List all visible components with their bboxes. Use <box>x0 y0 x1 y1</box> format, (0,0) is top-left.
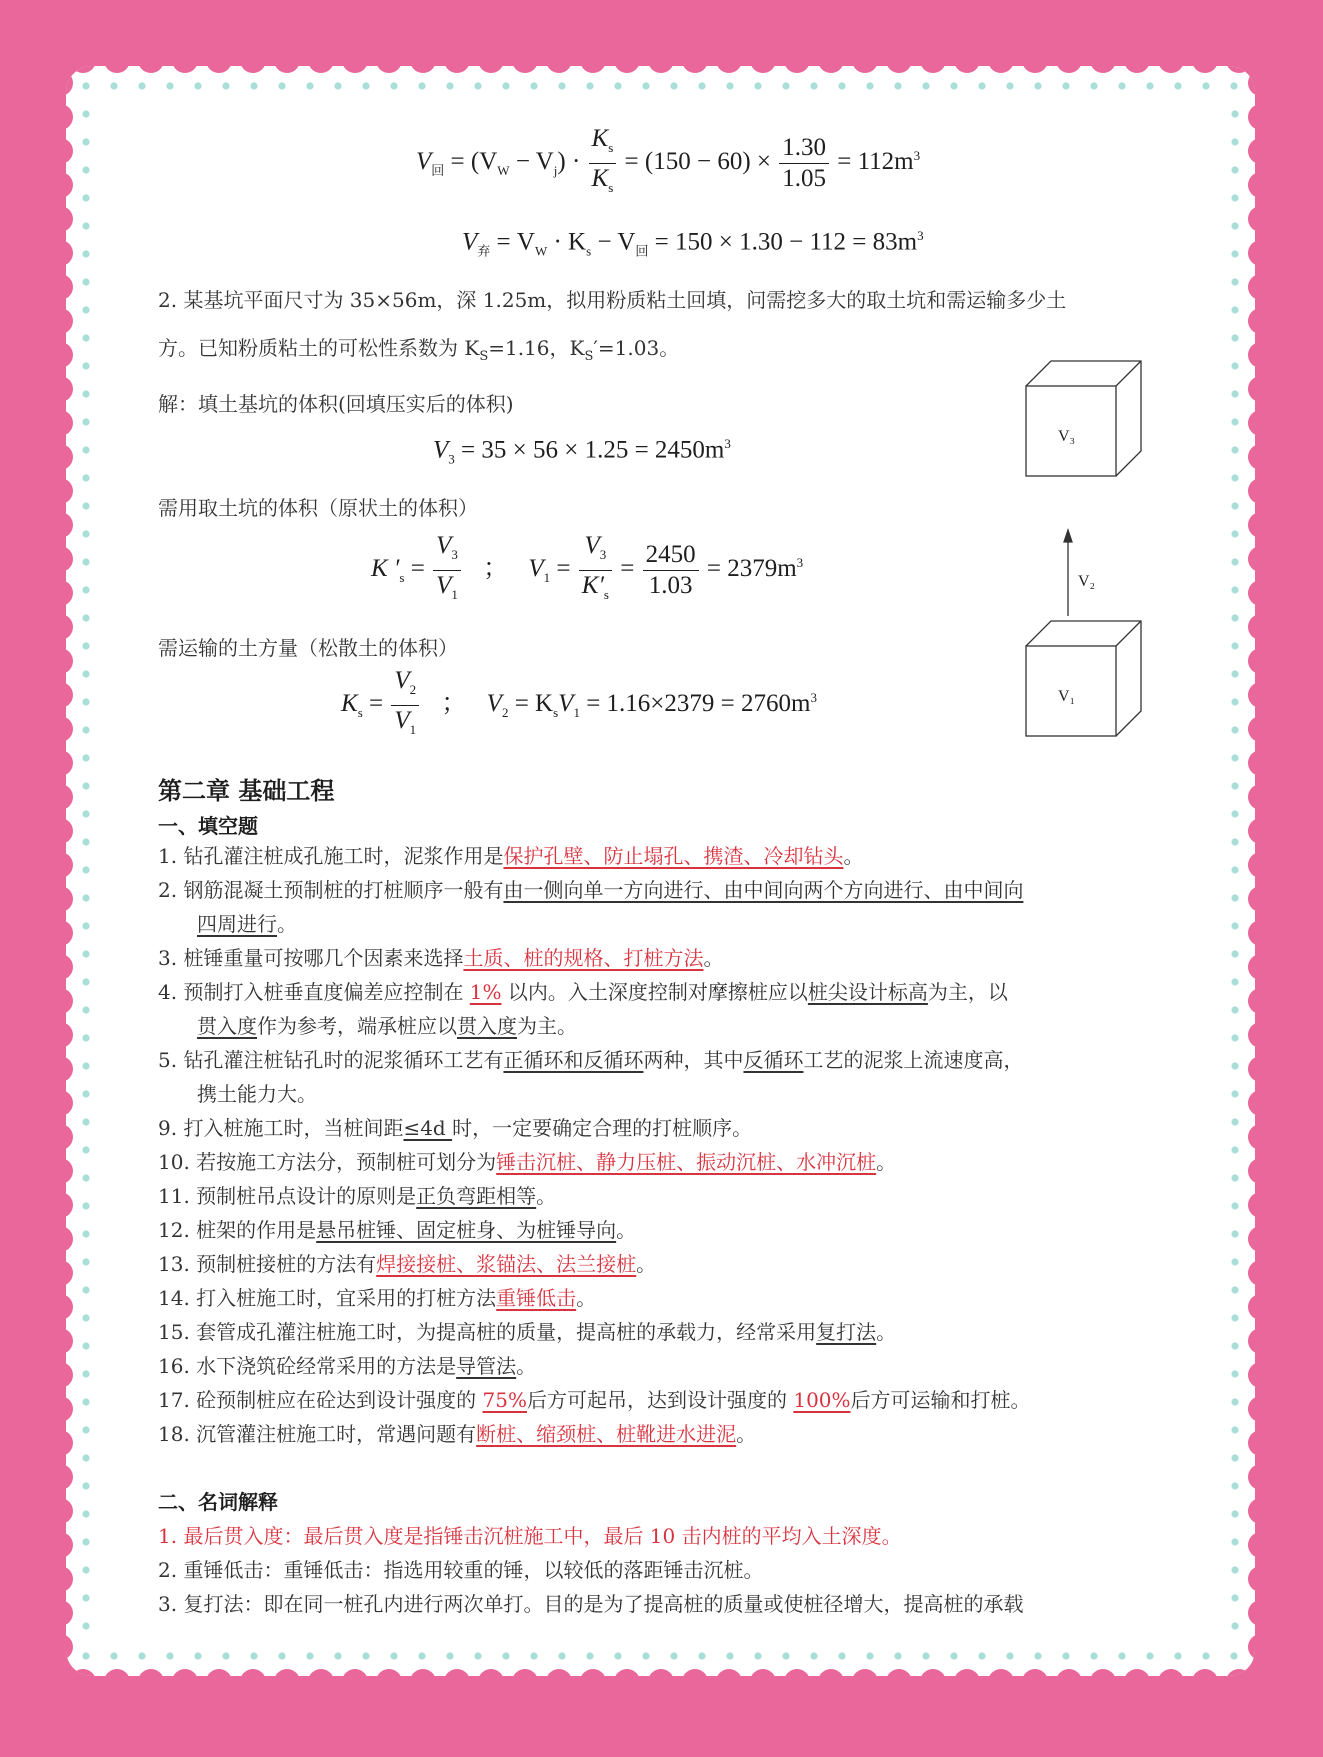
formula-v2: $K_s$ = $\frac{V_2}{V_1}$ ； $V_2 = K_sV_1 = 1.16\times 2379 = 2760m^3$ <box>341 667 817 737</box>
list-item: 9. 打入桩施工时，当桩间距≤4d 时，一定要确定合理的打桩顺序。 <box>158 1116 753 1140</box>
volume-cube-diagram <box>1016 346 1166 756</box>
formula-v1: K $'_s$ = $\frac{V_3}{V_1}$ ； $V_1$ = $\frac{V_3}{K'_s}$ = $\frac{2450}{1.03}$ = $2379m^3$ <box>371 532 804 602</box>
chapter-title: 第二章 基础工程 <box>158 777 335 805</box>
problem2-line2: 方。已知粉质粘土的可松性系数为 $K_S=1.16$，$K_S'=1.03$。 <box>158 336 680 364</box>
term-item: 2. 重锤低击：重锤低击：指选用较重的锤，以较低的落距锤击沉桩。 <box>158 1558 764 1582</box>
list-item: 18. 沉管灌注桩施工时，常遇问题有断桩、缩颈桩、桩靴进水进泥。 <box>158 1422 757 1446</box>
list-item: 4. 预制打入桩垂直度偏差应控制在 1% 以内。入土深度控制对摩擦桩应以桩尖设计标高为主，以 <box>158 980 1008 1004</box>
list-item: 15. 套管成孔灌注桩施工时，为提高桩的质量，提高桩的承载力，经常采用复打法。 <box>158 1320 897 1344</box>
cube-v1 <box>1026 621 1141 736</box>
list-item: 17. 砼预制桩应在砼达到设计强度的 75%后方可起吊，达到设计强度的 100%后方可运输和打桩。 <box>158 1388 1031 1412</box>
list-item: 10. 若按施工方法分，预制桩可划分为锤击沉桩、静力压桩、振动沉桩、水冲沉桩。 <box>158 1150 897 1174</box>
term-item: 1. 最后贯入度：最后贯入度是指锤击沉桩施工中，最后 10 击内桩的平均入土深度。 <box>158 1524 902 1548</box>
list-item: 四周进行。 <box>197 912 297 936</box>
cube-v1-label: V₁ <box>1058 688 1076 705</box>
solution-step2: 需用取土坑的体积（原状土的体积） <box>158 496 478 520</box>
list-item: 2. 钢筋混凝土预制桩的打桩顺序一般有由一侧向单一方向进行、由中间向两个方向进行、由中间向 <box>158 878 1024 902</box>
section-term-definitions: 二、名词解释 <box>158 1490 278 1514</box>
list-item: 13. 预制桩接桩的方法有焊接接桩、浆锚法、法兰接桩。 <box>158 1252 657 1276</box>
formula-v3: $V_3 = 35 \times 56 \times 1.25 = 2450m^3$ <box>433 436 731 467</box>
cube-v3 <box>1026 361 1141 476</box>
list-item: 携土能力大。 <box>197 1082 317 1106</box>
solution-step3: 需运输的土方量（松散土的体积） <box>158 636 458 660</box>
list-item: 14. 打入桩施工时，宜采用的打桩方法重锤低击。 <box>158 1286 597 1310</box>
list-item: 16. 水下浇筑砼经常采用的方法是导管法。 <box>158 1354 537 1378</box>
solution-step1: 解：填土基坑的体积(回填压实后的体积) <box>158 392 514 416</box>
list-item: 12. 桩架的作用是悬吊桩锤、固定桩身、为桩锤导向。 <box>158 1218 637 1242</box>
list-item: 11. 预制桩吊点设计的原则是正负弯距相等。 <box>158 1184 557 1208</box>
section-fill-blank: 一、填空题 <box>158 814 258 838</box>
list-item: 3. 桩锤重量可按哪几个因素来选择土质、桩的规格、打桩方法。 <box>158 946 724 970</box>
arrow-up <box>1064 530 1072 616</box>
list-item: 贯入度作为参考，端承桩应以贯入度为主。 <box>197 1014 577 1038</box>
list-item: 5. 钻孔灌注桩钻孔时的泥浆循环工艺有正循环和反循环两种，其中反循环工艺的泥浆上流速度高， <box>158 1048 1024 1072</box>
formula-v-backfill: $V_回 = (V_W - V_j)$ · $\frac{K_s}{K_s}$ = (150 − 60) × $\frac{1.30}{1.05}$ = $112m^3$ <box>416 125 921 195</box>
problem2-line1: 2. 某基坑平面尺寸为 35×56m，深 1.25m，拟用粉质粘土回填，问需挖多大的取土坑和需运输多少土 <box>158 288 1067 312</box>
cube-v3-label: V₃ <box>1058 428 1076 445</box>
page-paper <box>66 66 1255 1676</box>
term-item: 3. 复打法：即在同一桩孔内进行两次单打。目的是为了提高桩的质量或使桩径增大，提高桩的承载 <box>158 1592 1024 1616</box>
list-item: 1. 钻孔灌注桩成孔施工时，泥浆作用是保护孔壁、防止塌孔、携渣、冷却钻头。 <box>158 844 864 868</box>
arrow-v2-label: V₂ <box>1078 573 1096 590</box>
formula-v-surplus: $V_弃 = V_W \cdot K_s - V_回 = 150 \times 1.30 - 112 = 83m^3$ <box>462 228 924 259</box>
